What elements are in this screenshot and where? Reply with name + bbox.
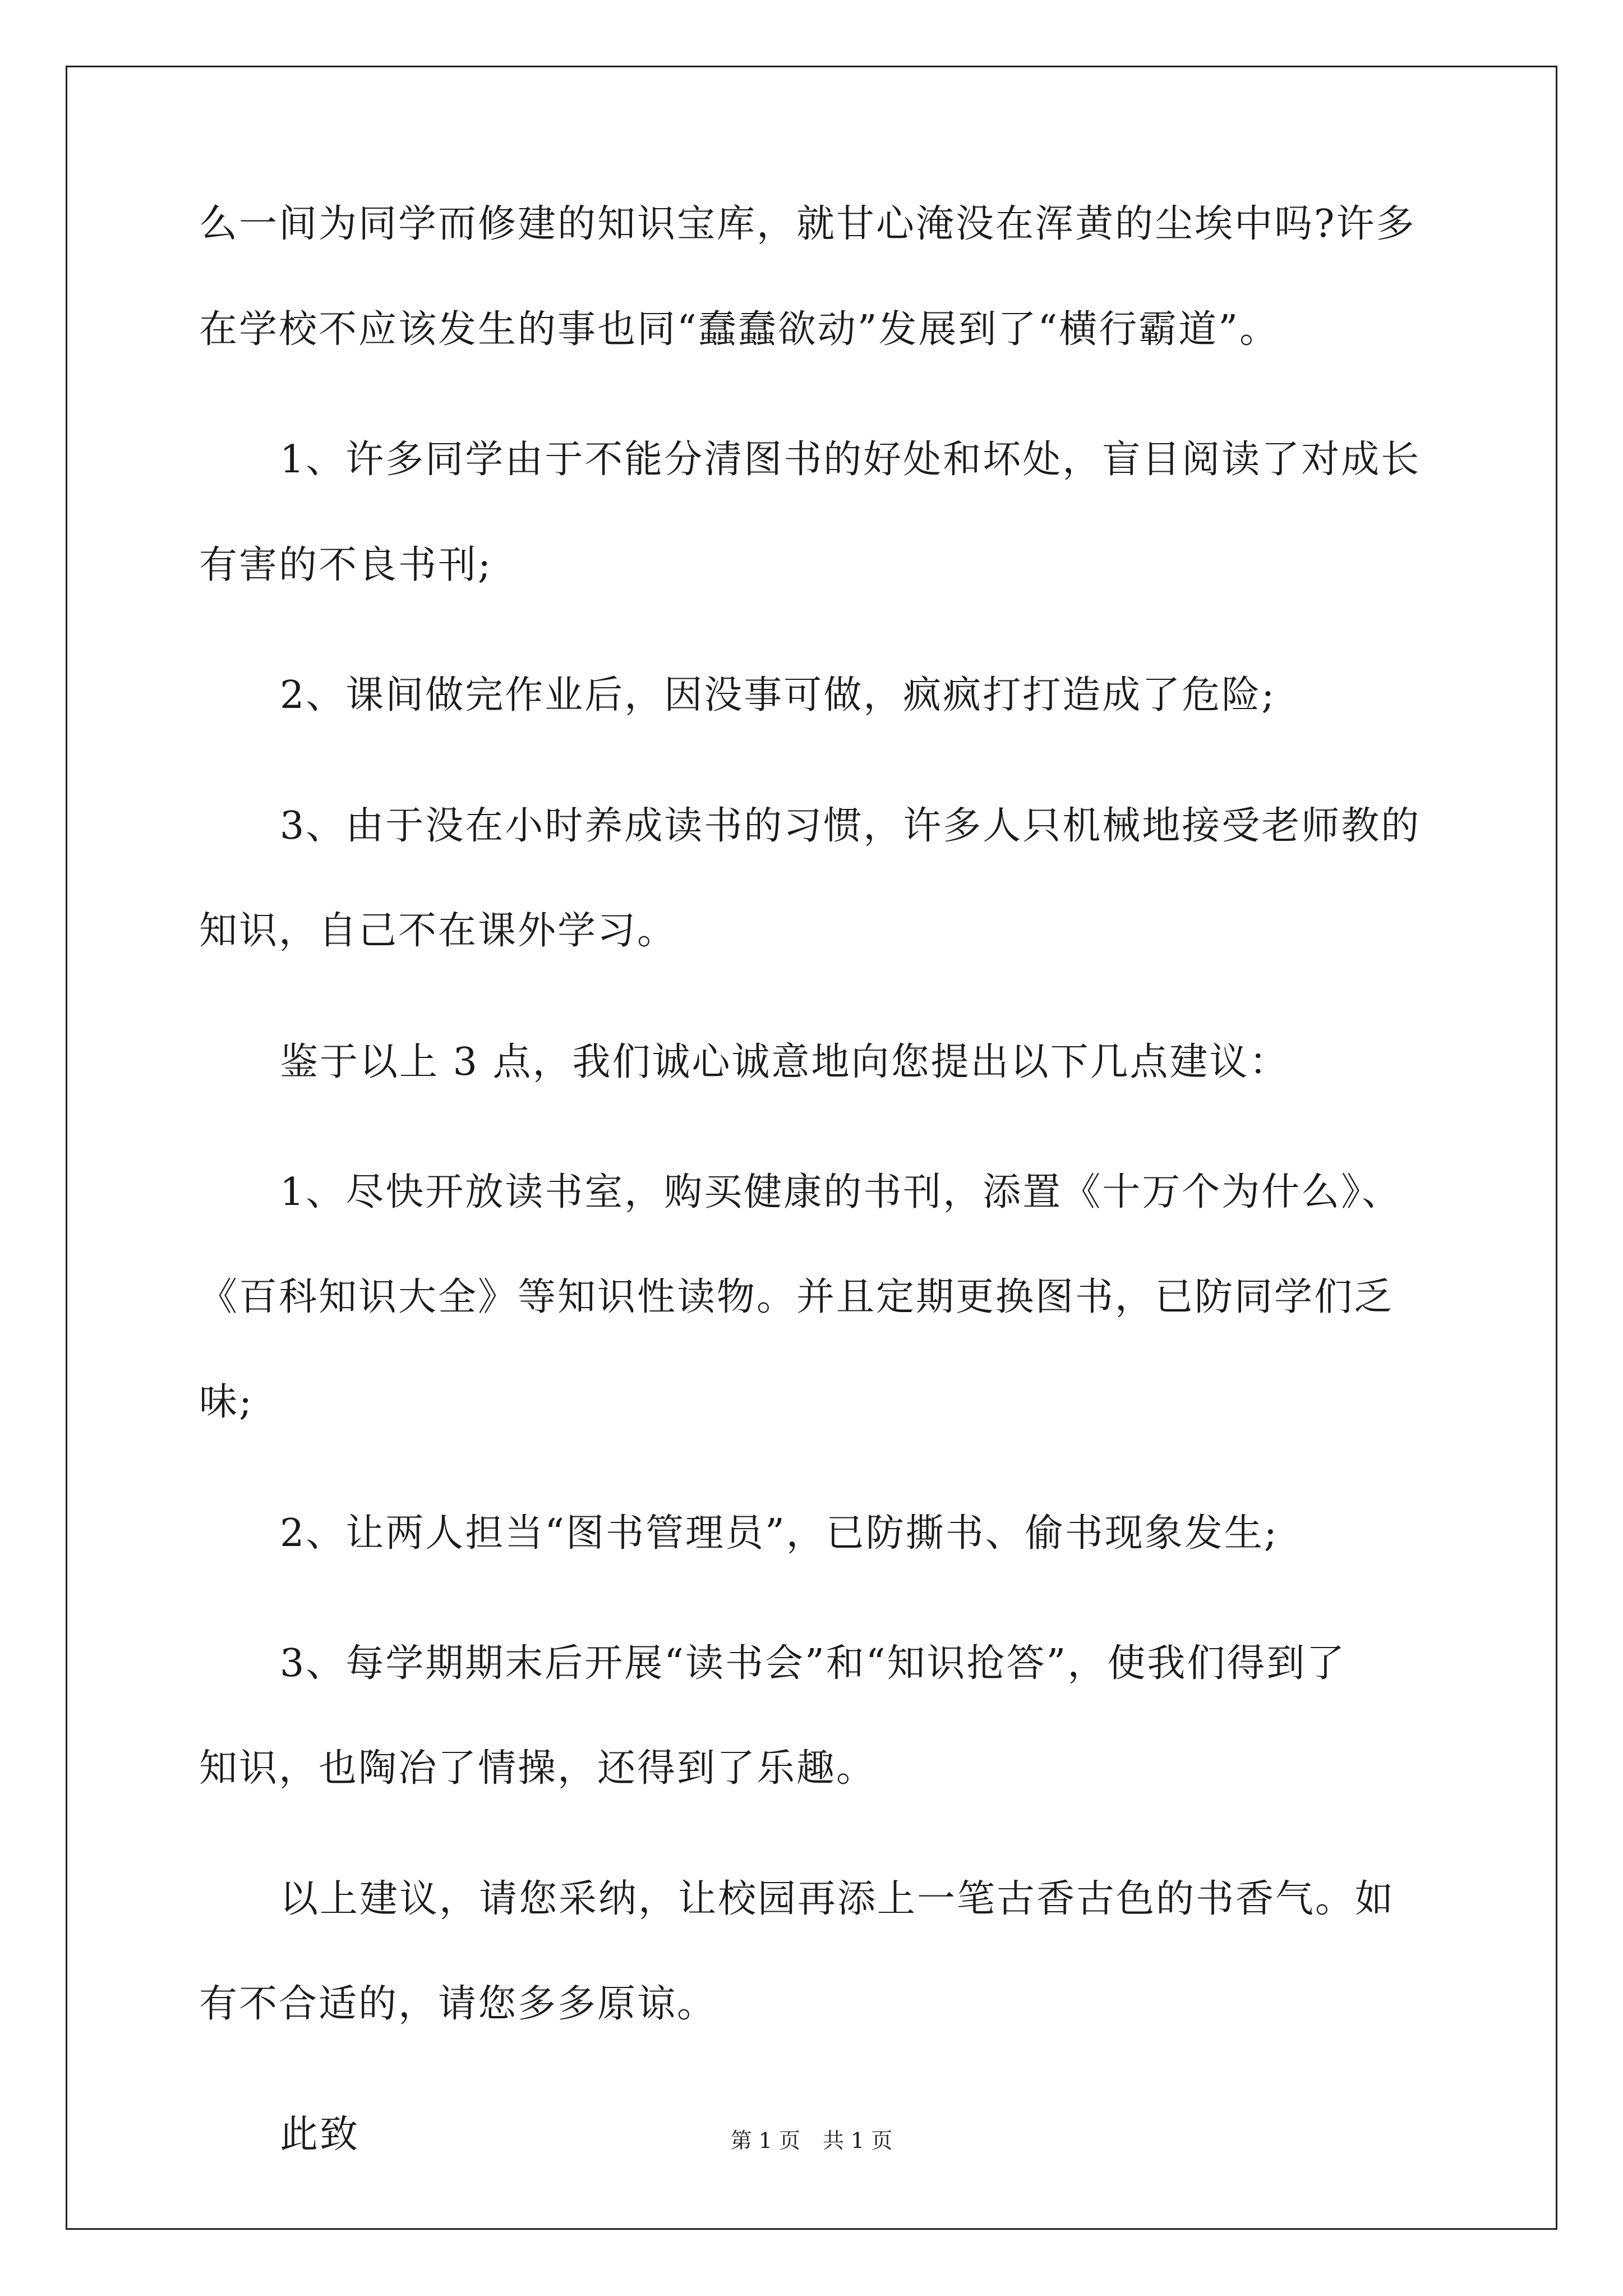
text-line: 么一间为同学而修建的知识宝库，就甘心淹没在浑黄的尘埃中吗?许多 — [199, 202, 1416, 246]
text-line: 在学校不应该发生的事也同“蠢蠢欲动”发展到了“横行霸道”。 — [199, 307, 1280, 352]
page-total: 共 1 页 — [823, 2128, 893, 2153]
closing-line: 以上建议，请您采纳，让校园再添上一笔古香古色的书香气。如 — [280, 1877, 1395, 1921]
text-line: 知识，自己不在课外学习。 — [199, 909, 677, 953]
text-line: 知识，也陶冶了情操，还得到了乐趣。 — [199, 1746, 877, 1791]
list-item-3-line: 3、由于没在小时养成读书的习惯，许多人只机械地接受老师教的 — [280, 804, 1421, 848]
suggestion-3-line: 3、每学期期末后开展“读书会”和“知识抢答”，使我们得到了 — [280, 1641, 1347, 1686]
text-line: 味; — [199, 1380, 253, 1424]
intro-suggestions-line: 鉴于以上 3 点，我们诚心诚意地向您提出以下几点建议： — [280, 1040, 1289, 1084]
salutation-line: 此致 — [280, 2113, 360, 2157]
list-item-1-line: 1、许多同学由于不能分清图书的好处和坏处，盲目阅读了对成长 — [280, 438, 1421, 482]
text-line: 《百科知识大全》等知识性读物。并且定期更换图书，已防同学们乏 — [199, 1275, 1394, 1319]
suggestion-2-line: 2、让两人担当“图书管理员”，已防撕书、偷书现象发生; — [280, 1511, 1279, 1556]
text-line: 有害的不良书刊; — [199, 543, 492, 587]
suggestion-1-line: 1、尽快开放读书室，购买健康的书刊，添置《十万个为什么》、 — [280, 1170, 1402, 1214]
text-line: 有不合适的，请您多多原谅。 — [199, 1982, 717, 2026]
page-footer — [0, 2127, 1623, 2154]
page-number: 第 1 页 — [730, 2128, 800, 2153]
list-item-2-line: 2、课间做完作业后，因没事可做，疯疯打打造成了危险; — [280, 673, 1276, 717]
